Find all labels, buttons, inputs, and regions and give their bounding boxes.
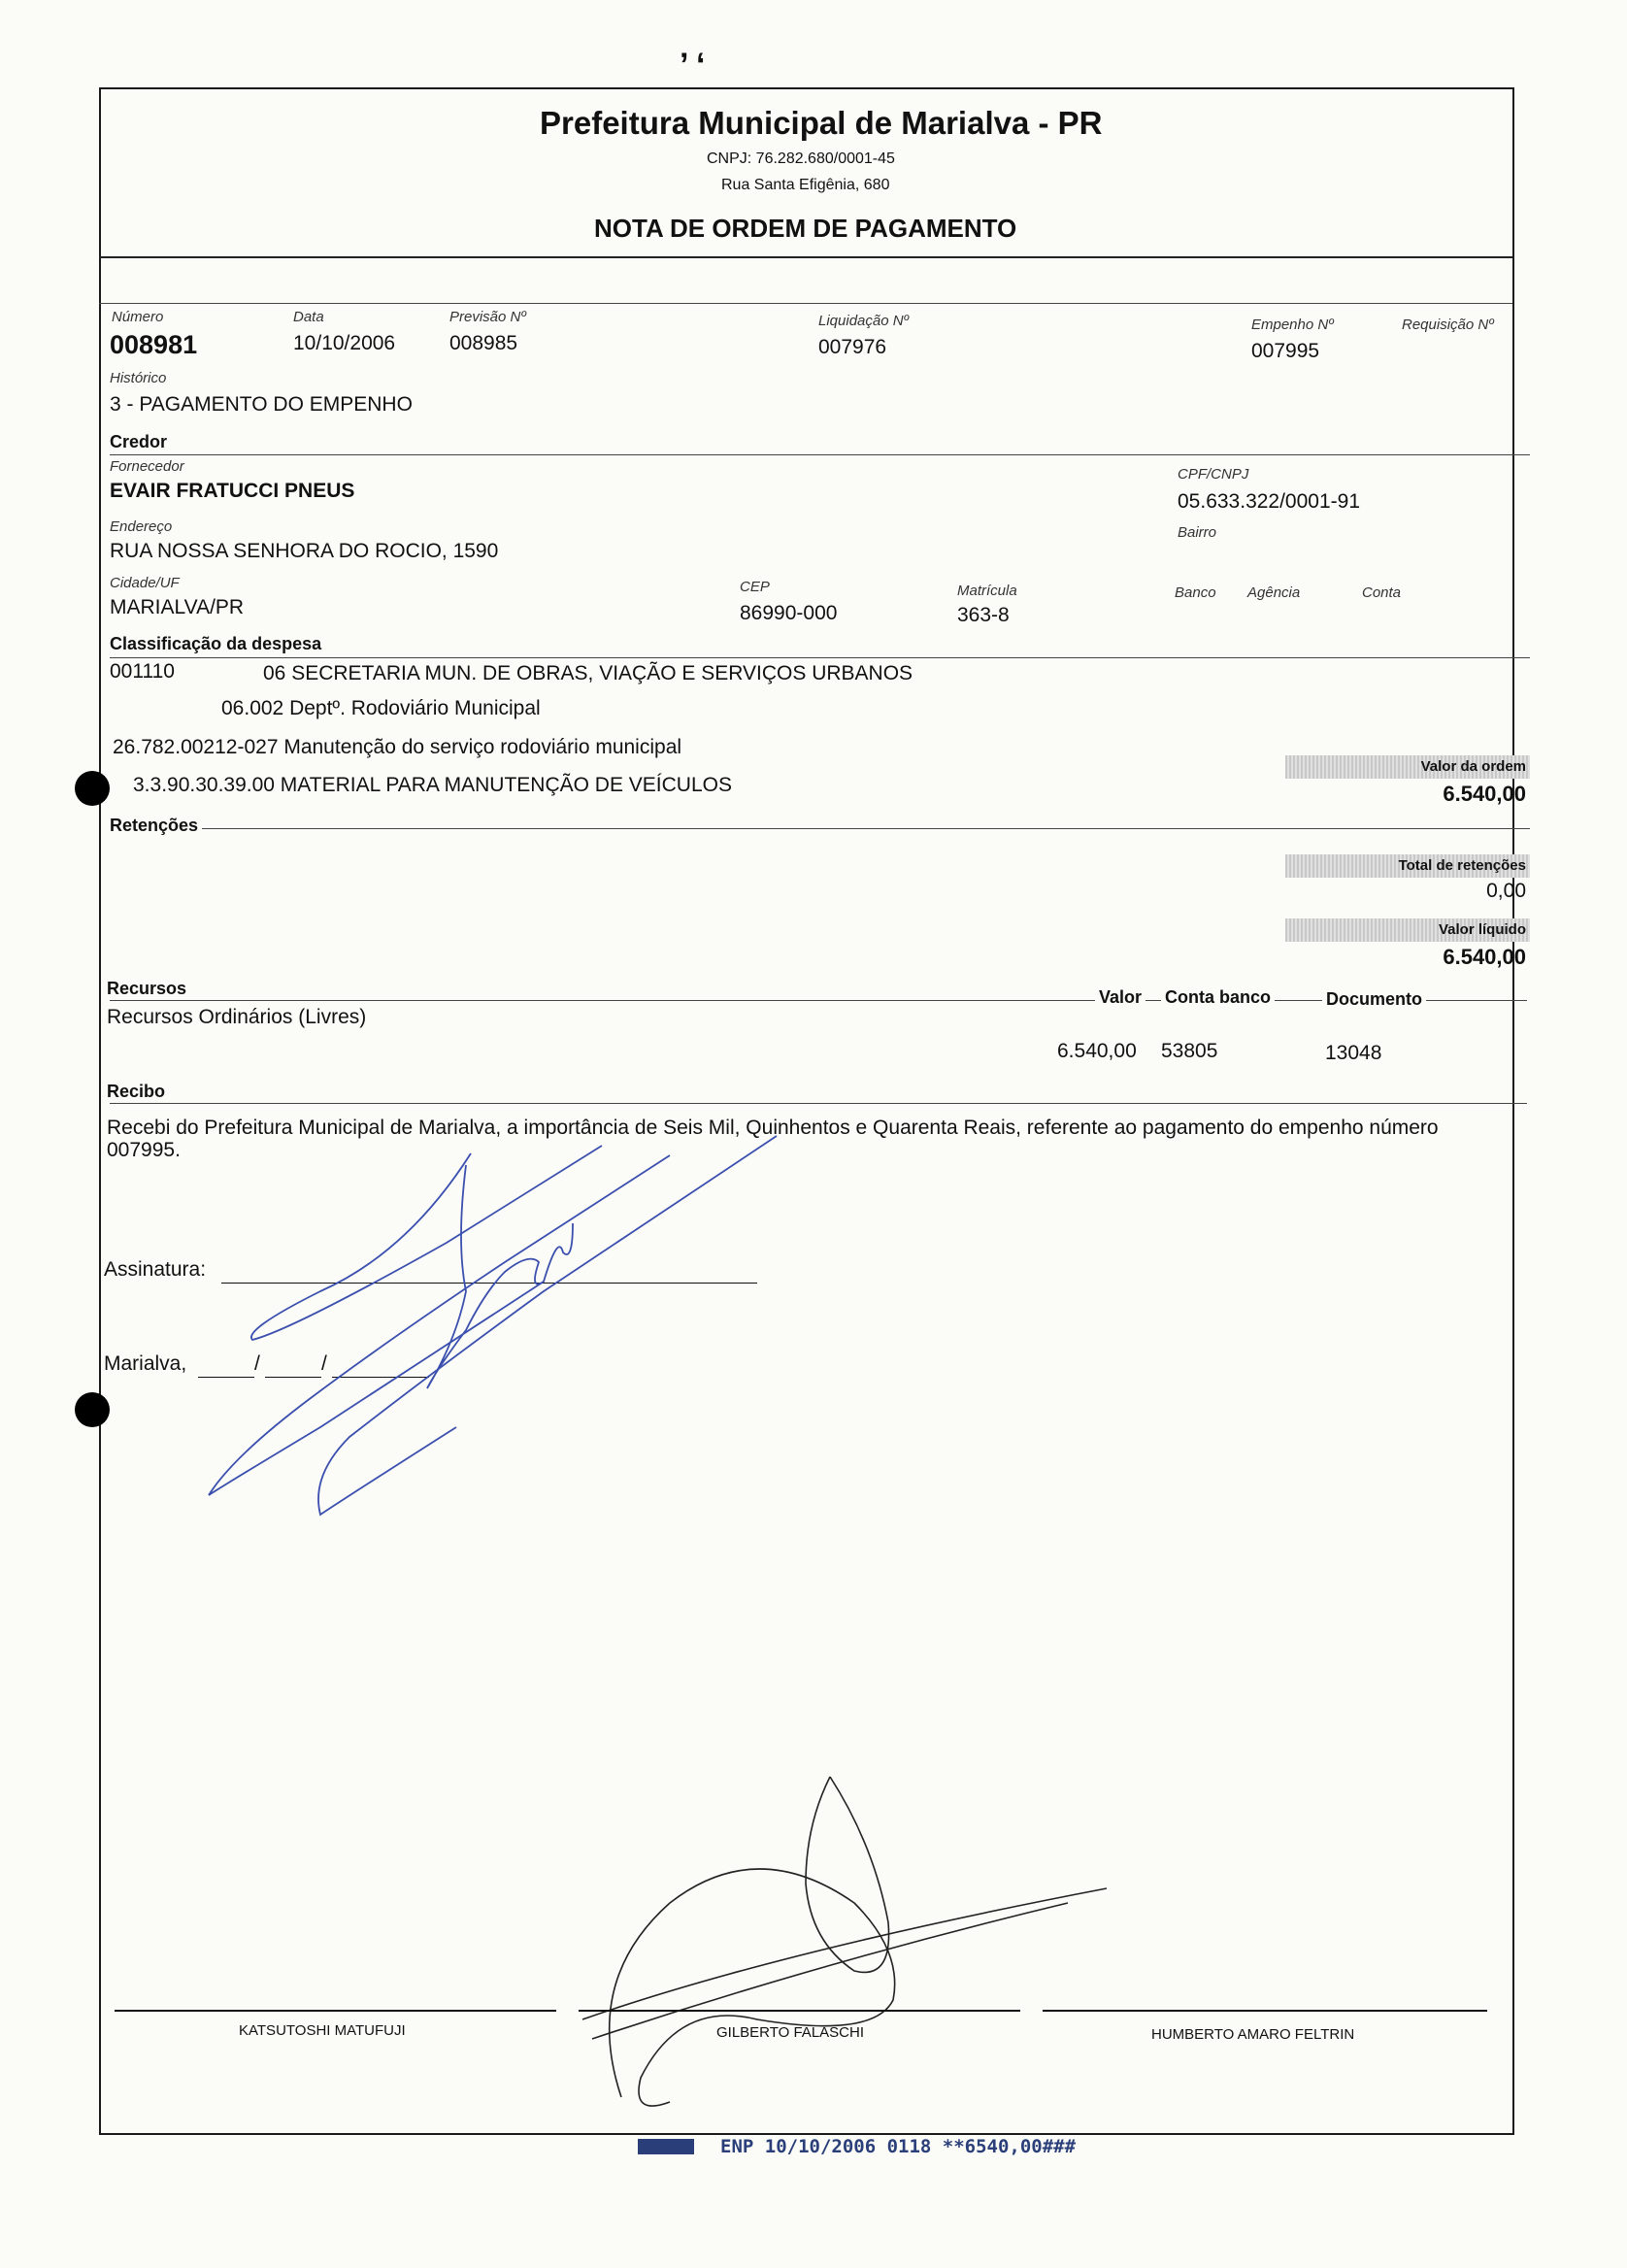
classificacao-secretaria: 06 SECRETARIA MUN. DE OBRAS, VIAÇÃO E SERVIÇOS URBANOS — [263, 662, 913, 684]
liquidacao-value: 007976 — [818, 336, 887, 358]
recursos-conta-label: Conta banco — [1161, 987, 1275, 1008]
empenho-label: Empenho Nº — [1251, 317, 1334, 333]
cidade-label: Cidade/UF — [110, 575, 180, 591]
data-value: 10/10/2006 — [293, 332, 396, 354]
previsao-value: 008985 — [449, 332, 518, 354]
valor-liquido-label: Valor líquido — [1438, 921, 1526, 938]
stamp-logo-icon — [638, 2139, 694, 2154]
scan-marks: ’ ‘ — [680, 47, 706, 83]
recibo-empenho: 007995. — [107, 1139, 181, 1161]
recibo-text: Recebi do Prefeitura Municipal de Marialva, a importância de Seis Mil, Quinhentos e Quarenta Reais, referente ao pagamento do empenho número — [107, 1117, 1439, 1139]
cep-label: CEP — [740, 579, 770, 595]
signature-line-2 — [579, 2010, 1020, 2012]
numero-value: 008981 — [110, 330, 198, 359]
document-title: NOTA DE ORDEM DE PAGAMENTO — [594, 214, 1017, 243]
credor-section: Credor — [110, 432, 171, 452]
conta-label: Conta — [1362, 584, 1402, 601]
header-address: Rua Santa Efigênia, 680 — [721, 177, 890, 193]
fornecedor-value: EVAIR FRATUCCI PNEUS — [110, 480, 355, 502]
page-title: Prefeitura Municipal de Marialva - PR — [540, 105, 1103, 141]
recursos-documento-label: Documento — [1322, 989, 1426, 1010]
previsao-label: Previsão Nº — [449, 309, 526, 325]
recursos-fonte: Recursos Ordinários (Livres) — [107, 1006, 367, 1028]
empenho-value: 007995 — [1251, 340, 1320, 362]
matricula-value: 363-8 — [957, 604, 1010, 626]
numero-label: Número — [112, 309, 164, 325]
recursos-section: Recursos — [107, 979, 190, 999]
assinatura-label: Assinatura: — [104, 1258, 207, 1281]
historico-value: 3 - PAGAMENTO DO EMPENHO — [110, 393, 413, 416]
valor-ordem-value: 6.540,00 — [1443, 782, 1526, 806]
classificacao-elemento: 3.3.90.30.39.00 MATERIAL PARA MANUTENÇÃO DE VEÍCULOS — [133, 774, 732, 796]
date-slash-1: / — [254, 1352, 260, 1375]
recursos-conta: 53805 — [1161, 1040, 1218, 1062]
signature-line-3 — [1043, 2010, 1487, 2012]
cidade-value: MARIALVA/PR — [110, 596, 245, 618]
signatory-3: HUMBERTO AMARO FELTRIN — [1151, 2026, 1355, 2043]
total-retencoes-value: 0,00 — [1486, 880, 1526, 902]
valor-ordem-label: Valor da ordem — [1420, 758, 1526, 775]
matricula-label: Matrícula — [957, 583, 1017, 599]
recibo-section: Recibo — [107, 1082, 169, 1102]
total-retencoes-label: Total de retenções — [1398, 857, 1526, 874]
signatory-1: KATSUTOSHI MATUFUJI — [239, 2022, 406, 2039]
fornecedor-label: Fornecedor — [110, 458, 184, 475]
header-cnpj: CNPJ: 76.282.680/0001-45 — [707, 150, 895, 167]
endereco-label: Endereço — [110, 518, 173, 535]
classificacao-departamento: 06.002 Deptº. Rodoviário Municipal — [221, 697, 541, 719]
classificacao-programa: 26.782.00212-027 Manutenção do serviço rodoviário municipal — [113, 736, 682, 758]
punch-hole-top — [75, 771, 110, 806]
footer-stamp: ENP 10/10/2006 0118 **6540,00### — [720, 2136, 1077, 2157]
cpf-value: 05.633.322/0001-91 — [1178, 490, 1361, 513]
local-label: Marialva, — [104, 1352, 187, 1375]
cpf-label: CPF/CNPJ — [1178, 466, 1249, 483]
banco-label: Banco — [1175, 584, 1216, 601]
cep-value: 86990-000 — [740, 602, 838, 624]
date-slash-2: / — [321, 1352, 327, 1375]
recursos-valor: 6.540,00 — [1057, 1040, 1137, 1062]
retencoes-section: Retenções — [110, 816, 202, 836]
endereco-value: RUA NOSSA SENHORA DO ROCIO, 1590 — [110, 540, 499, 562]
classificacao-code: 001110 — [110, 660, 175, 683]
recursos-valor-label: Valor — [1095, 987, 1146, 1008]
signatory-2: GILBERTO FALASCHI — [716, 2024, 864, 2041]
historico-label: Histórico — [110, 370, 167, 386]
valor-liquido-value: 6.540,00 — [1443, 945, 1526, 969]
requisicao-label: Requisição Nº — [1402, 317, 1494, 333]
recursos-documento: 13048 — [1325, 1042, 1382, 1064]
data-label: Data — [293, 309, 324, 325]
punch-hole-bottom — [75, 1392, 110, 1427]
bairro-label: Bairro — [1178, 524, 1217, 541]
liquidacao-label: Liquidação Nº — [818, 313, 910, 329]
signature-line-1 — [115, 2010, 556, 2012]
agencia-label: Agência — [1247, 584, 1301, 601]
classificacao-section: Classificação da despesa — [110, 634, 325, 654]
